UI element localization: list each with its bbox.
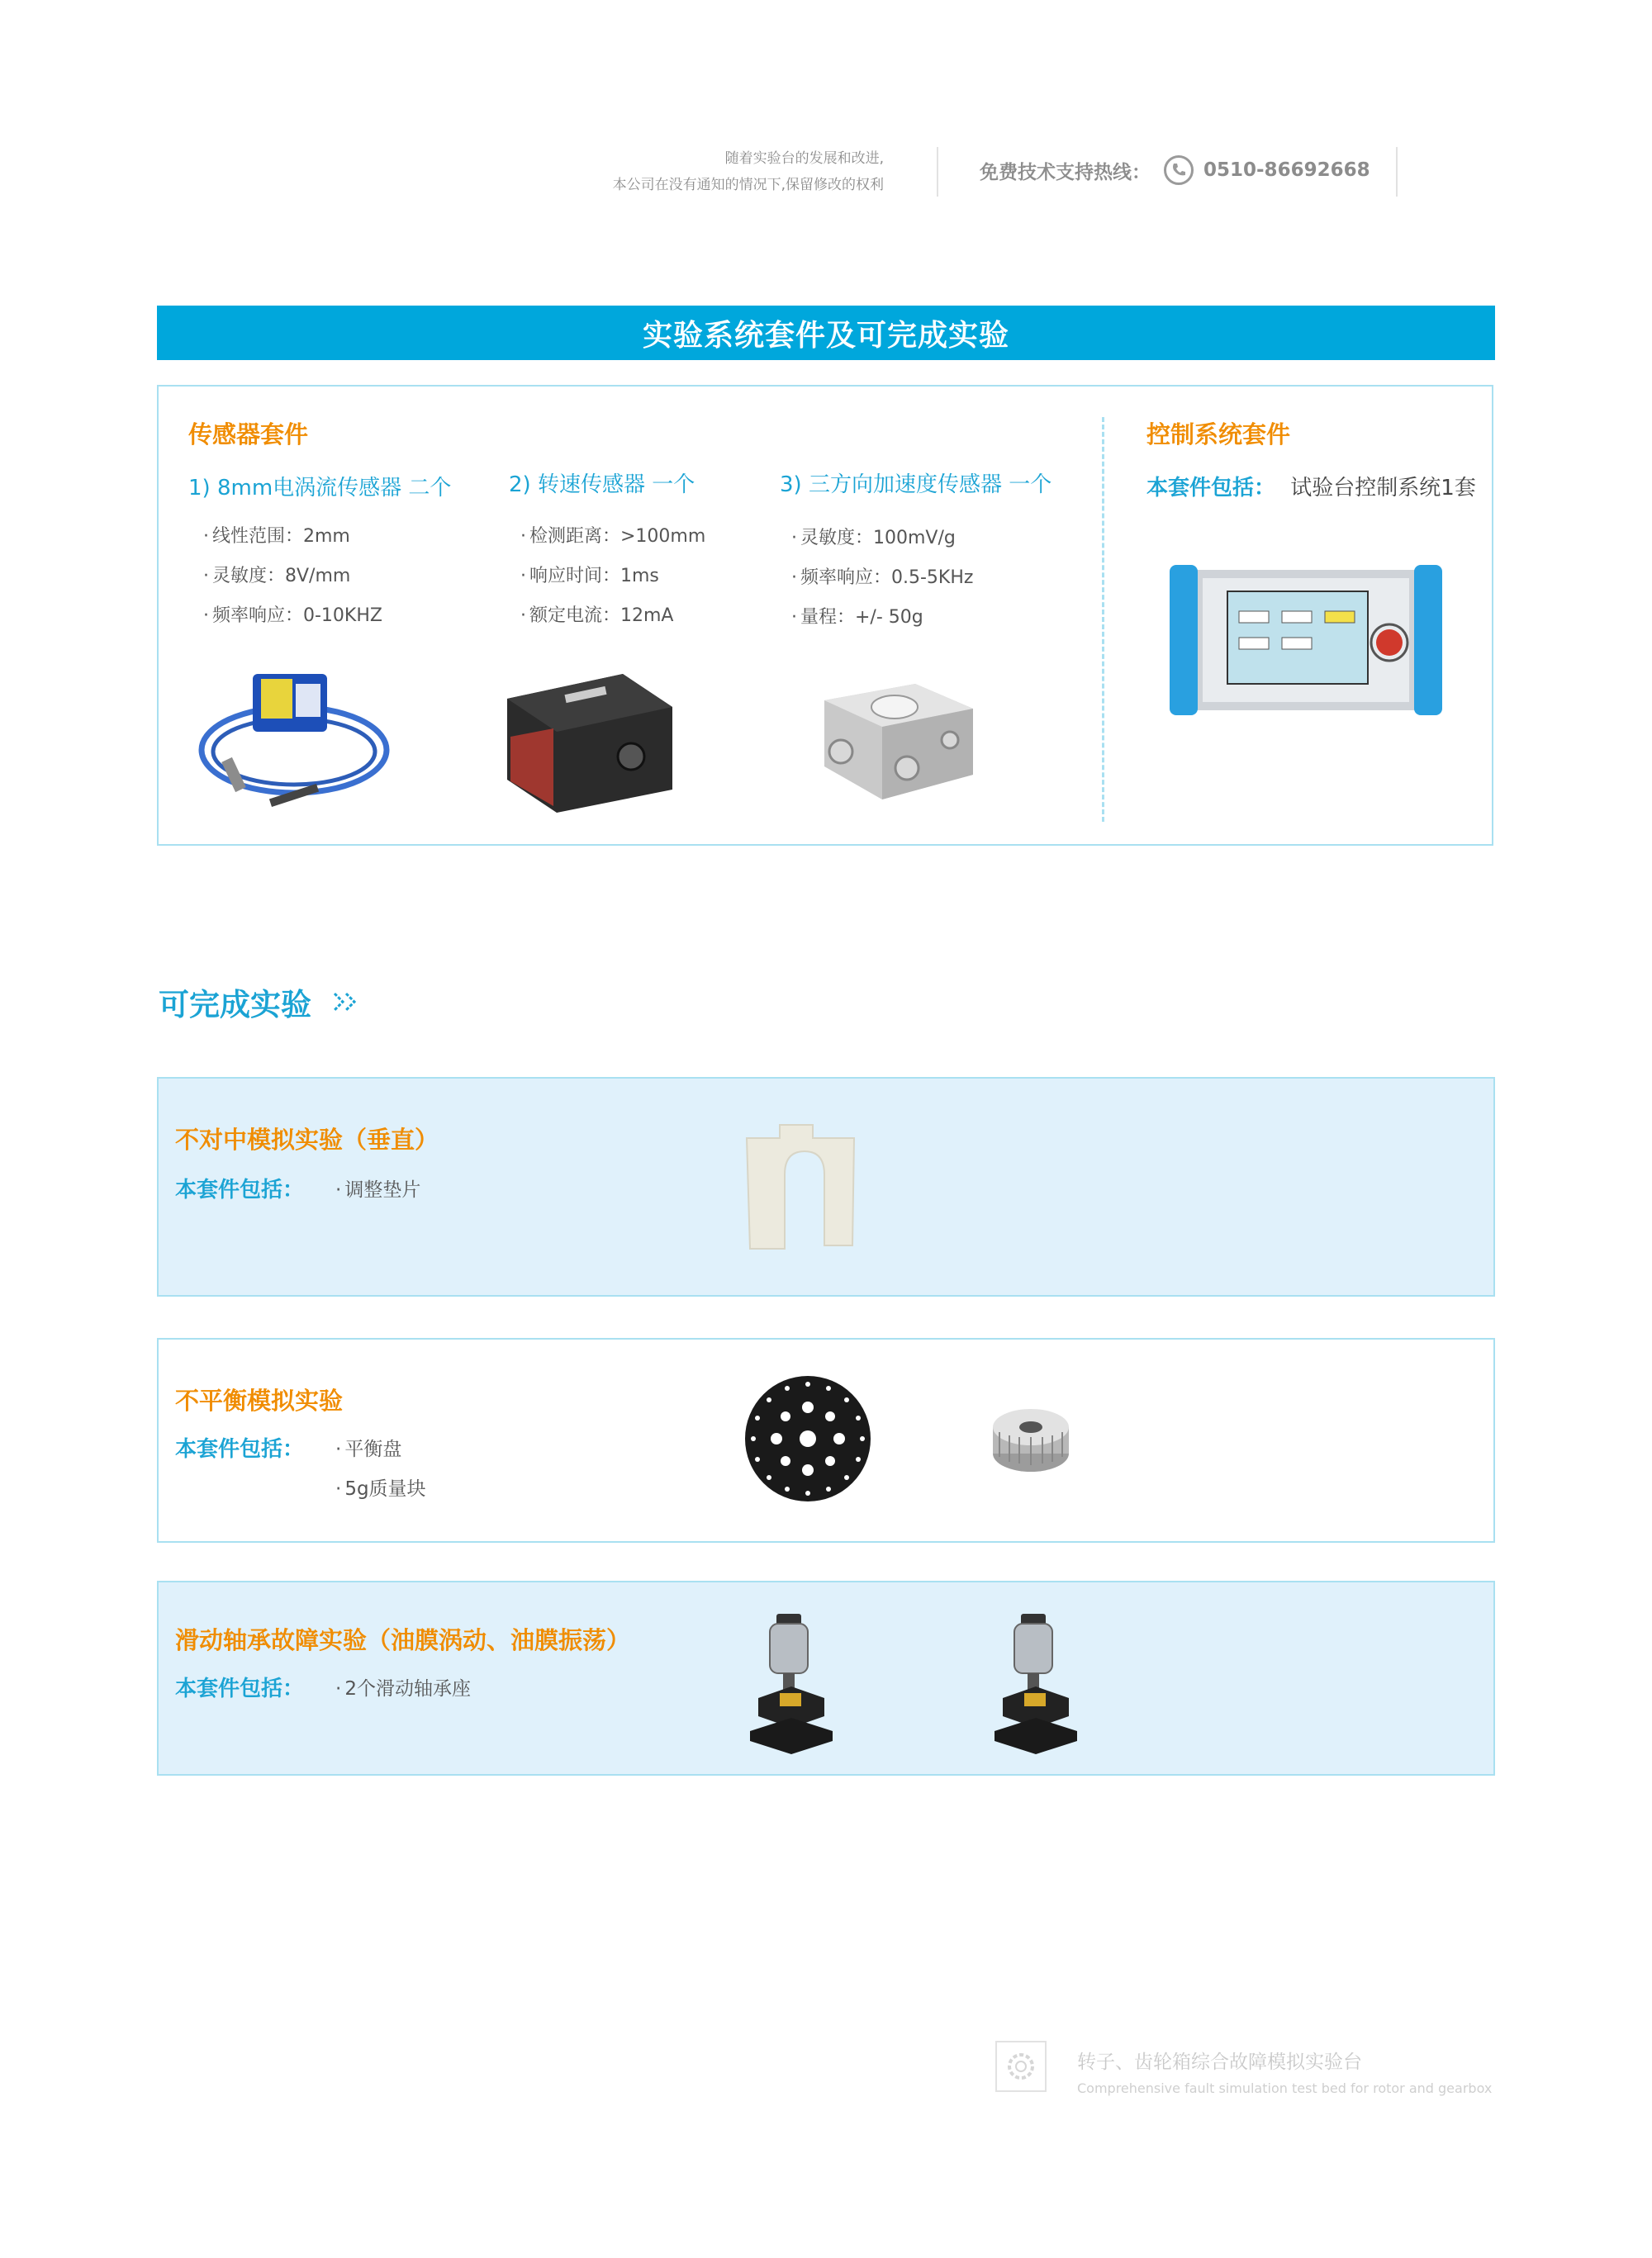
experiment-includes-label: 本套件包括：: [175, 1437, 305, 1462]
gear-logo-icon: [995, 2040, 1047, 2093]
control-kit-includes: [1146, 471, 1476, 501]
sensor-2-spec: · 额定电流：12mA: [520, 596, 705, 636]
kit-divider: [1102, 417, 1104, 822]
section-banner: 实验系统套件及可完成实验: [157, 306, 1495, 360]
sensor-2-spec: · 检测距离：>100mm: [520, 517, 705, 557]
sensor-1-spec: · 灵敏度：8V/mm: [203, 557, 382, 596]
double-chevron-icon: [333, 991, 361, 1013]
experiment-item: · 调整垫片: [335, 1174, 420, 1202]
notice-line-1: 随着实验台的发展和改进,: [724, 150, 884, 167]
experiment-item: · 5g质量块: [335, 1473, 426, 1501]
control-kit-value: 试验台控制系统1套: [1290, 476, 1476, 500]
sensor-3-spec: · 频率响应：0.5-5KHz: [791, 558, 973, 598]
balance-disc-image: [742, 1373, 874, 1505]
header-divider-right: [1396, 147, 1398, 197]
shim-image: [738, 1122, 862, 1254]
experiment-misalignment: [157, 1077, 1495, 1297]
mass-block-image: [990, 1402, 1072, 1477]
sensor-3-title: 3) 三方向加速度传感器 一个: [780, 472, 1052, 497]
experiments-heading-text: 可完成实验: [159, 987, 311, 1022]
phone-icon: [1164, 155, 1194, 185]
footer-title-cn: 转子、齿轮箱综合故障模拟实验台: [1077, 2052, 1362, 2073]
eddy-current-sensor-image: [195, 659, 393, 824]
speed-sensor-image: [499, 666, 681, 814]
sensor-1-spec: · 线性范围：2mm: [203, 517, 382, 557]
control-kit-label: 本套件包括：: [1146, 476, 1276, 500]
footer-title-en: Comprehensive fault simulation test bed for rotor and gearbox: [1077, 2080, 1493, 2096]
experiment-sliding-bearing: [157, 1581, 1495, 1776]
triaxial-accelerometer-image: [808, 676, 981, 808]
sensor-kit-title: 传感器套件: [188, 420, 309, 448]
experiment-item: · 平衡盘: [335, 1434, 401, 1461]
sensor-3-spec: · 灵敏度：100mV/g: [791, 519, 973, 558]
sliding-bearing-image: [750, 1607, 833, 1756]
support-hotline: [980, 155, 1370, 185]
sensor-3-specs: [791, 519, 973, 638]
notice-line-2: 本公司在没有通知的情况下,保留修改的权利: [612, 177, 884, 193]
sensor-1-title: 1) 8mm电涡流传感器 二个: [188, 476, 452, 500]
sensor-2-spec: · 响应时间：1ms: [520, 557, 705, 596]
sensor-2-title: 2) 转速传感器 一个: [509, 472, 695, 497]
experiment-title: 不平衡模拟实验: [175, 1387, 344, 1415]
sensor-3-spec: · 量程：+/- 50g: [791, 598, 973, 638]
control-kit-title: 控制系统套件: [1146, 420, 1291, 448]
revision-notice: [613, 145, 884, 198]
experiments-heading: [159, 980, 361, 1024]
sensor-1-spec: · 频率响应：0-10KHZ: [203, 596, 382, 636]
experiment-title: 滑动轴承故障实验（油膜涡动、油膜振荡）: [175, 1626, 631, 1654]
experiment-includes-label: 本套件包括：: [175, 1677, 305, 1701]
sliding-bearing-image: [995, 1607, 1077, 1756]
experiment-imbalance: [157, 1338, 1495, 1543]
experiment-includes-label: 本套件包括：: [175, 1178, 305, 1203]
hotline-number: 0510-86692668: [1203, 159, 1370, 181]
hotline-label: 免费技术支持热线：: [980, 161, 1151, 183]
sensor-2-specs: [520, 517, 705, 636]
sensor-1-specs: [203, 517, 382, 636]
experiment-item: · 2个滑动轴承座: [335, 1673, 471, 1701]
control-box-image: [1170, 562, 1442, 719]
experiment-title: 不对中模拟实验（垂直）: [175, 1126, 439, 1154]
header-divider-left: [937, 147, 938, 197]
